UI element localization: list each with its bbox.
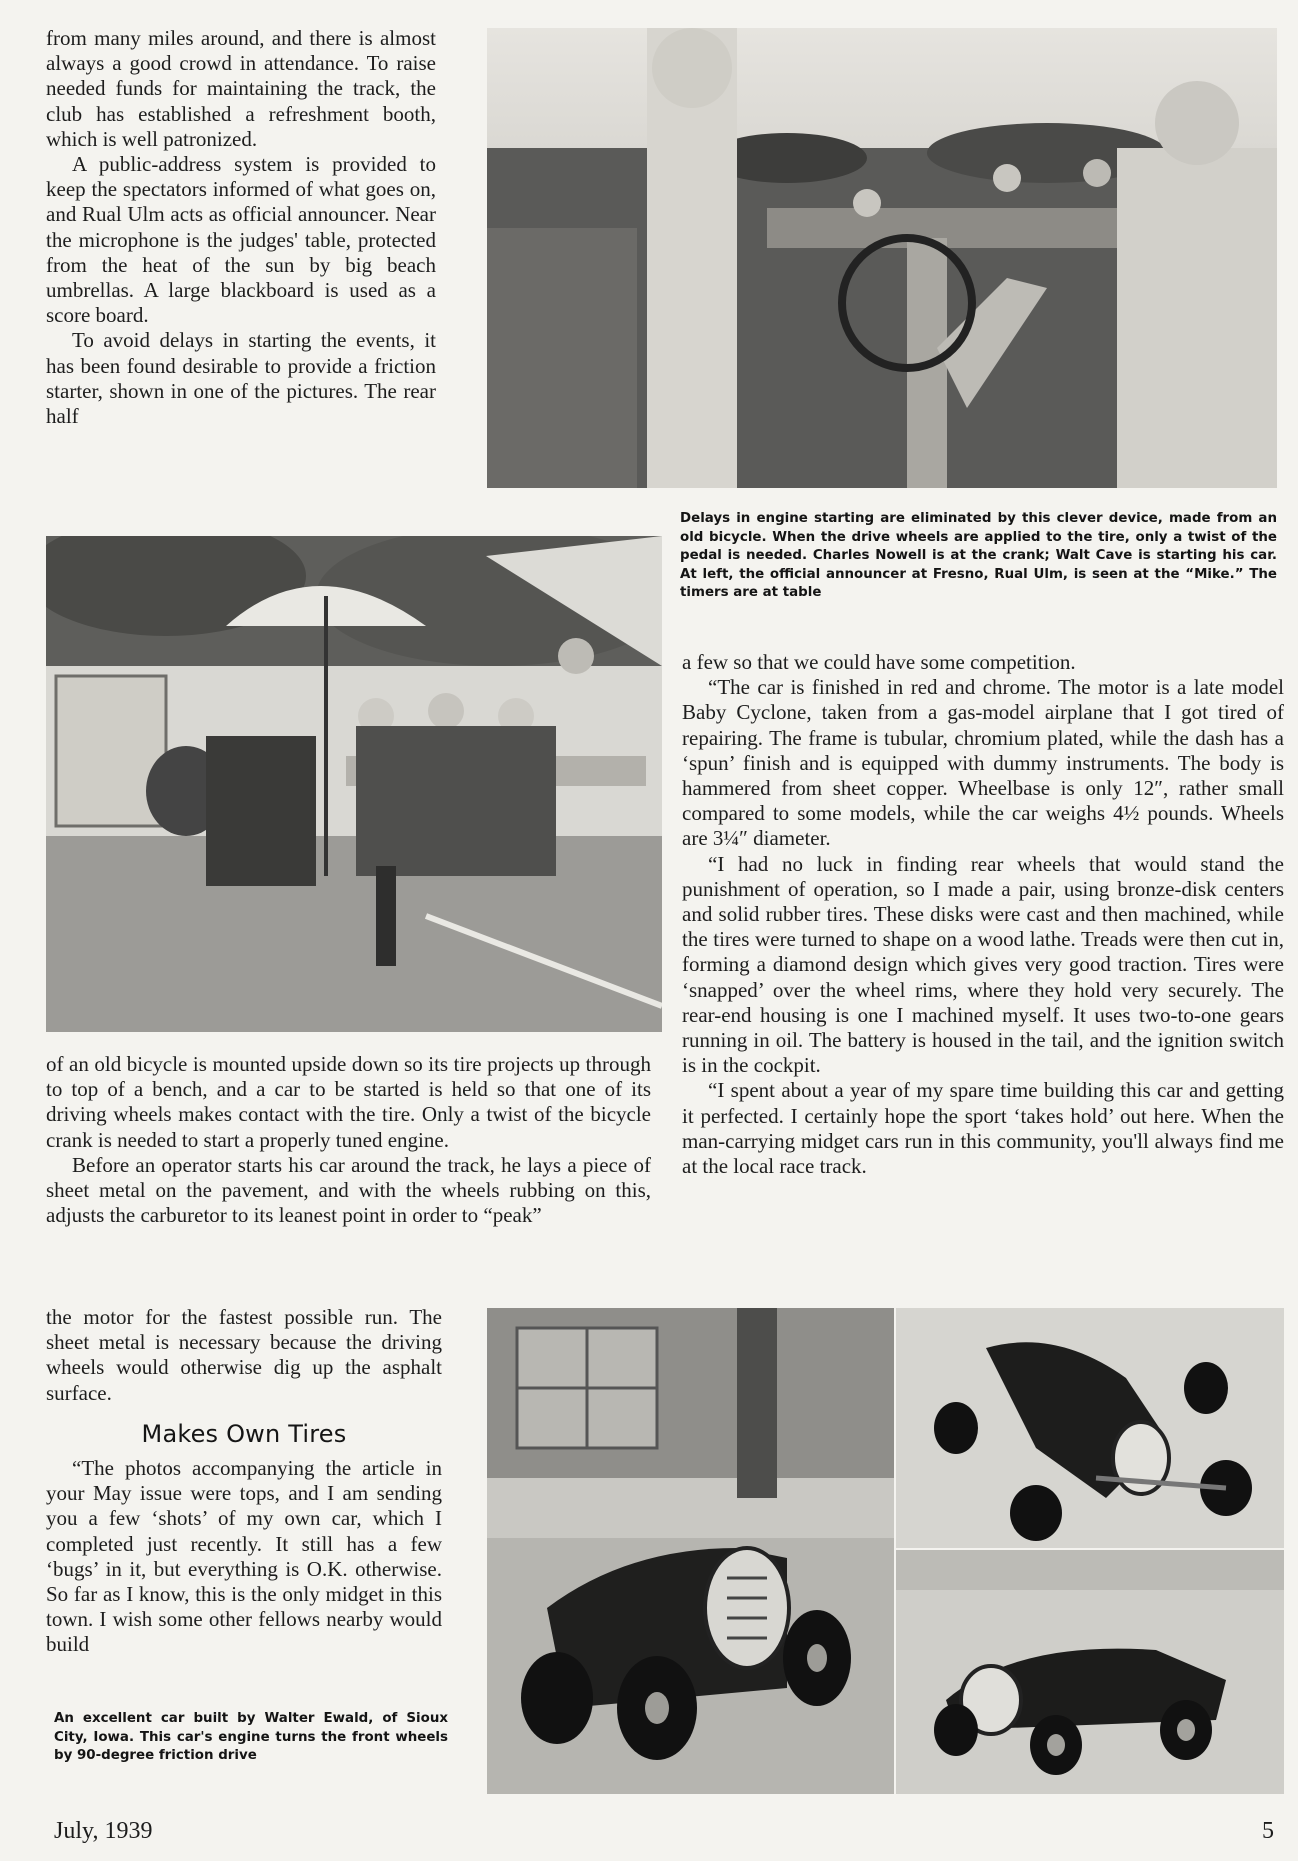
paragraph: A public-address system is provided to keep the spectators informed of what goes on, and Rual Ulm acts as official announcer. Near the microphone is the judges' table, protected from the heat of the sun by big beach umbrellas. A large blackboard is used as a score board.: [46, 152, 436, 328]
photo-car-front: [487, 1308, 894, 1794]
paragraph: “The car is finished in red and chrome. The motor is a late model Baby Cyclone, taken from a gas-model airplane that I got tired of repairing. The frame is tubular, chromium plated, while the dash has a ‘spun’ finish and is equipped with dummy instruments. The body is hammered from sheet copper. Wheelbase is only 12″, rather small compared to some models, while the car weighs 4½ pounds. Wheels are 3¼″ diameter.: [682, 675, 1284, 851]
paragraph: the motor for the fastest possible run. The sheet metal is necessary because the driving wheels would otherwise dig up the asphalt surface.: [46, 1305, 442, 1405]
page-number: 5: [1262, 1818, 1274, 1844]
photo-car-top: [896, 1308, 1284, 1548]
paragraph: Before an operator starts his car around the track, he lays a piece of sheet metal on the pavement, and with the wheels rubbing on this, adjusts the carburetor to its leanest point in order to “peak”: [46, 1152, 651, 1228]
paragraph: “I had no luck in finding rear wheels that would stand the punishment of operation, so I made a pair, using bronze-disk centers and solid rubber tires. These disks were cast and then machined, while the tires were turned to shape on a wood lathe. Treads were then cut in, forming a diamond design which gives very good traction. Tires were ‘snapped’ over the wheel rims, where they hold very securely. The rear-end housing is one I machined myself. It uses two-to-one gears running in oil. The battery is housed in the tail, and the ignition switch is in the cockpit.: [682, 851, 1284, 1078]
paragraph: “The photos accompanying the article in your May issue were tops, and I am sending you a few ‘shots’ of my own car, which I completed just recently. It still has a few ‘bugs’ in it, but everything is O.K. otherwise. So far as I know, this is the only midget in this town. I wish some other fellows nearby would build: [46, 1456, 442, 1657]
paragraph: from many miles around, and there is almost always a good crowd in attendance. To raise needed funds for maintaining the track, the club has established a refreshment booth, which is well patronized.: [46, 26, 436, 151]
caption-walter-ewald-car: An excellent car built by Walter Ewald, of Sioux City, Iowa. This car's engine turns the front wheels by 90-degree friction drive: [54, 1711, 448, 1764]
footer-date: July, 1939: [54, 1818, 153, 1844]
column-left-lower: [46, 1305, 442, 1406]
paragraph: a few so that we could have some competition.: [682, 650, 1076, 674]
photo-judges-table: [46, 536, 662, 1032]
column-left-top: [46, 26, 436, 429]
column-right: [682, 650, 1284, 1179]
photo-car-side: [896, 1550, 1284, 1794]
column-left-quote: [46, 1456, 442, 1658]
paragraph: of an old bicycle is mounted upside down so its tire projects up through to top of a bench, and a car to be started is held so that one of its driving wheels makes contact with the tire. Only a twist of the bicycle crank is needed to start a properly tuned engine.: [46, 1052, 651, 1152]
photo-friction-starter: [487, 28, 1277, 488]
paragraph: “I spent about a year of my spare time building this car and getting it perfected. I certainly hope the sport ‘takes hold’ out here. When the man-carrying midget cars run in this community, you'll always find me at the local race track.: [682, 1078, 1284, 1179]
caption-friction-starter: Delays in engine starting are eliminated by this clever device, made from an old bicycle. When the drive wheels are applied to the tire, only a twist of the pedal is needed. Charles Nowell is at the crank; Walt Cave is starting his car. At left, the official announcer at Fresno, Rual Ulm, is seen at the “Mike.” The timers are at table: [680, 511, 1277, 601]
section-heading: Makes Own Tires: [141, 1420, 347, 1448]
paragraph: To avoid delays in starting the events, it has been found desirable to provide a friction starter, shown in one of the pictures. The rear half: [46, 328, 436, 429]
column-left-middle: [46, 1052, 651, 1228]
